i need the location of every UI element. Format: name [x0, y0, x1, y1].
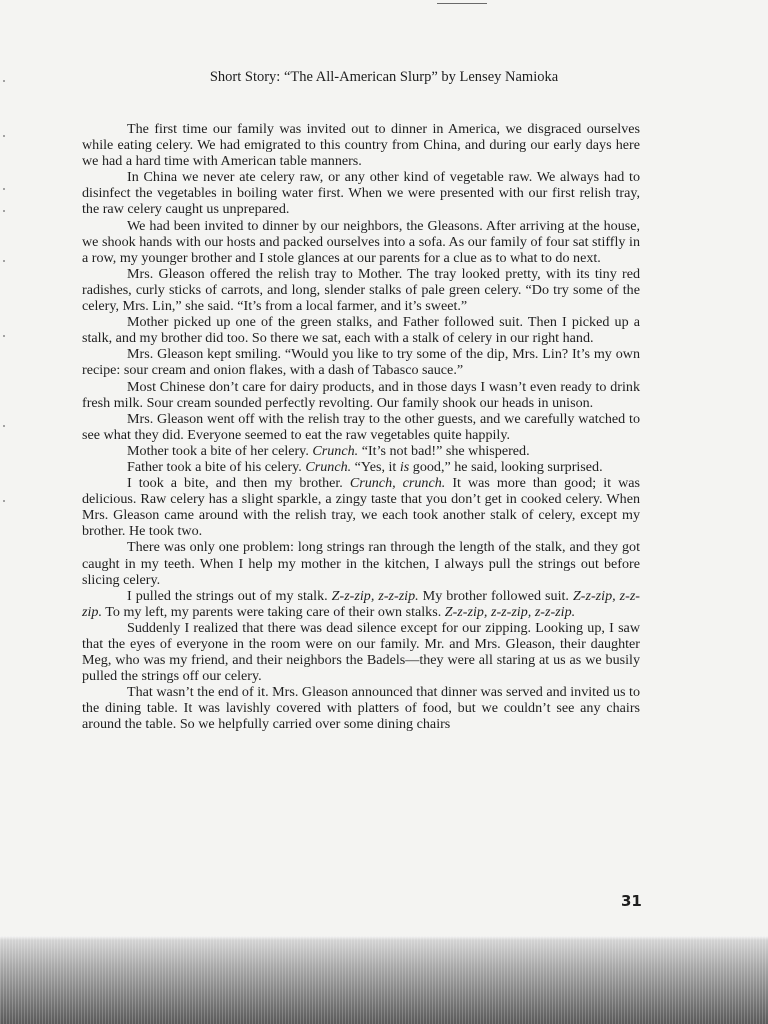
story-paragraph [82, 620, 640, 684]
story-paragraph [82, 539, 640, 587]
story-paragraph [82, 266, 640, 314]
text-run: It was more than good; it was delicious. Raw celery has a slight sparkle, a zingy taste that you don’t get in cooked celery. When Mrs. Gleason came around with the relish tray, we each took another stalk of celery, except my brother. He took two. [82, 475, 640, 540]
story-paragraph [82, 169, 640, 217]
story-paragraph [82, 588, 640, 620]
story-body [82, 121, 640, 733]
scan-edge-shadow [0, 936, 768, 1024]
text-run: “It’s not bad!” she whispered. [358, 442, 530, 459]
text-run: That wasn’t the end of it. Mrs. Gleason announced that dinner was served and invited us to the dining table. It was lavishly covered with platters of food, but we couldn’t see any chairs around the table. So we helpfully carried over some dining chairs [82, 684, 640, 733]
text-run: I pulled the strings out of my stalk. [127, 587, 332, 604]
italic-run: Z-z-zip, z-z-zip. [331, 587, 419, 604]
italic-run: Crunch, crunch. [349, 475, 446, 492]
story-paragraph [82, 443, 640, 459]
story-title: Short Story: “The All-American Slurp” by Lensey Namioka [209, 69, 559, 85]
text-run: Mrs. Gleason offered the relish tray to Mother. The tray looked pretty, with its tiny red radishes, curly sticks of carrots, and long, slender stalks of pale green celery. “Do try some of the celery, Mrs. Lin,” she said. “It’s from a local farmer, and it’s sweet.” [82, 265, 640, 315]
page-number: 31 [621, 892, 642, 910]
story-paragraph [82, 218, 640, 266]
story-paragraph [82, 346, 640, 378]
text-run: We had been invited to dinner by our neighbors, the Gleasons. After arriving at the house, we shook hands with our hosts and packed ourselves into a sofa. As our family of four sat stiffly in a row, my younger brother and I stole glances at our parents for a clue as to what to do next. [82, 217, 640, 266]
italic-run: Z-z-zip, z-z-zip. [82, 587, 640, 620]
text-run: My brother followed suit. [418, 587, 573, 604]
text-run: good,” he said, looking surprised. [409, 458, 603, 475]
text-run: Mrs. Gleason went off with the relish tray to the other guests, and we carefully watched to see what they did. Everyone seemed to eat the raw vegetables quite happily. [82, 410, 640, 443]
italic-run: Crunch. [312, 442, 359, 459]
text-run: Father took a bite of his celery. [127, 458, 306, 475]
story-paragraph [82, 459, 640, 475]
story-paragraph [82, 684, 640, 732]
text-run: Mrs. Gleason kept smiling. “Would you like to try some of the dip, Mrs. Lin? It’s my own recipe: sour cream and onion flakes, with a dash of Tabasco sauce.” [82, 346, 640, 379]
italic-run: is [399, 458, 410, 475]
story-paragraph [82, 314, 640, 346]
text-run: Mother took a bite of her celery. [127, 442, 313, 459]
text-run: To my left, my parents were taking care of their own stalks. [101, 603, 445, 620]
text-run: Mother picked up one of the green stalks, and Father followed suit. Then I picked up a stalk, and my brother did too. So there we sat, each with a stalk of celery in our right hand. [82, 314, 640, 347]
story-paragraph [82, 121, 640, 169]
text-run: The first time our family was invited out to dinner in America, we disgraced ourselves while eating celery. We had emigrated to this country from China, and during our early days here we had a hard time with American table manners. [82, 121, 640, 170]
top-rule [437, 3, 487, 4]
text-run: Most Chinese don’t care for dairy products, and in those days I wasn’t even ready to drink fresh milk. Sour cream sounded perfectly revolting. Our family shook our heads in unison. [82, 378, 640, 411]
text-run: There was only one problem: long strings ran through the length of the stalk, and they got caught in my teeth. When I help my mother in the kitchen, I always pull the strings out before slicing celery. [82, 539, 640, 588]
text-run: In China we never ate celery raw, or any other kind of vegetable raw. We always had to disinfect the vegetables in boiling water first. When we were presented with our first relish tray, the raw celery caught us unprepared. [82, 169, 640, 218]
italic-run: Z-z-zip, z-z-zip, z-z-zip. [444, 603, 576, 620]
story-paragraph [82, 379, 640, 411]
story-paragraph [82, 475, 640, 539]
text-run: Suddenly I realized that there was dead silence except for our zipping. Looking up, I saw that the eyes of everyone in the room were on our family. Mr. and Mrs. Gleason, their daughter Meg, who was my friend, and their neighbors the Badels—they were all staring at us as we busily pulled the strings off our celery. [82, 619, 640, 685]
text-run: I took a bite, and then my brother. [127, 475, 350, 492]
margin-specks [0, 80, 10, 780]
italic-run: Crunch. [305, 458, 352, 475]
text-run: “Yes, it [351, 458, 400, 475]
story-paragraph [82, 411, 640, 443]
